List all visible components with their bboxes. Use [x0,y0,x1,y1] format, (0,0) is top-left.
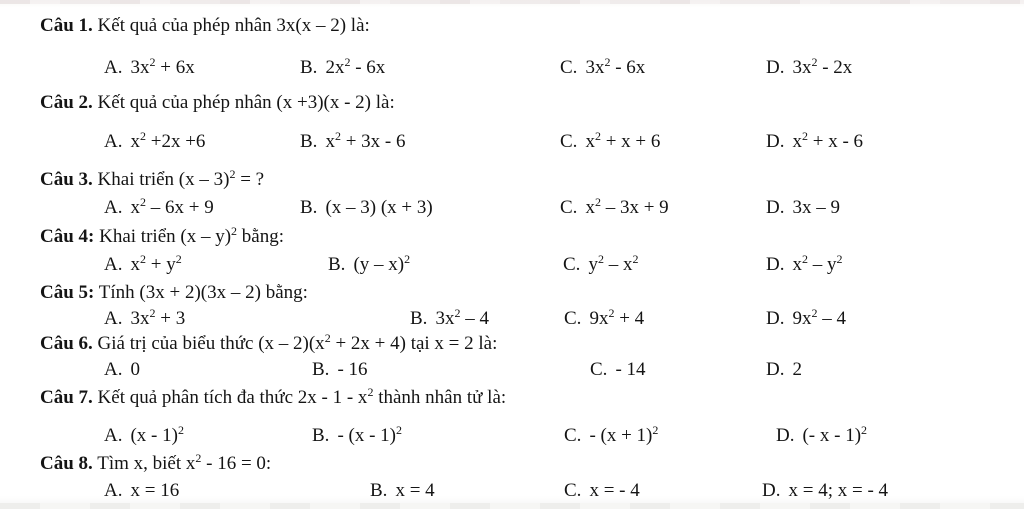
option-text: (- x - 1)$^2$ [802,423,868,446]
option-letter: B. [410,308,428,329]
option-letter: D. [766,254,785,275]
option-3b[interactable] [300,196,433,220]
question-label: Câu 2. [40,92,93,113]
question-label: Câu 3. [40,169,93,190]
question-text: Khai triển (x – y)$^2$ bằng: [99,224,284,247]
question-text: Kết quả phân tích đa thức $2x - 1 - x^2$ thành nhân tử là: [97,385,507,408]
option-letter: C. [560,131,578,152]
question-4 [40,225,284,249]
option-1b[interactable] [300,56,385,80]
option-text: x = 4 [395,480,435,501]
question-label: Câu 5: [40,282,95,303]
option-letter: D. [776,425,795,446]
option-8a[interactable] [104,479,179,503]
option-text: x = - 4 [589,480,640,501]
option-letter: D. [766,359,785,380]
option-1d[interactable] [766,56,852,80]
option-letter: C. [590,359,608,380]
option-text: - $(x + 1)^2$ [589,423,659,446]
option-text: (x - 1)$^2$ [130,423,184,446]
question-text: Giá trị của biểu thức $(x - 2)(x^2 + 2x + 4)$ tại x = 2 là: [97,331,498,354]
option-text: x = 16 [130,480,180,501]
option-text: $3x^2 - 2x$ [792,55,853,78]
question-text: Tính (3x + 2)(3x – 2) bằng: [98,282,308,303]
option-letter: D. [762,480,781,501]
top-edge-smudge [0,0,1024,4]
question-text: Kết quả của phép nhân 3x(x – 2) là: [97,15,370,36]
option-letter: A. [104,131,123,152]
option-8d[interactable] [762,479,888,503]
question-label: Câu 6. [40,333,93,354]
option-text: $2x^2 - 6x$ [325,55,386,78]
option-text: 2 [792,359,802,380]
option-4c[interactable] [563,253,638,277]
option-3d[interactable] [766,196,840,220]
option-letter: D. [766,197,785,218]
option-text: 0 [130,359,140,380]
option-1a[interactable] [104,56,195,80]
option-letter: B. [312,425,330,446]
option-6c[interactable] [590,358,646,382]
option-letter: C. [564,480,582,501]
question-2 [40,91,395,115]
question-label: Câu 1. [40,15,93,36]
option-4b[interactable] [328,253,410,277]
option-text: $x^2 + 3x - 6$ [325,129,406,152]
option-letter: C. [563,254,581,275]
option-text: $9x^2 + 4$ [589,306,645,329]
option-8c[interactable] [564,479,640,503]
option-letter: B. [370,480,388,501]
option-letter: A. [104,197,123,218]
question-3 [40,168,264,192]
option-letter: A. [104,254,123,275]
option-5c[interactable] [564,307,644,331]
option-letter: C. [564,308,582,329]
option-4a[interactable] [104,253,182,277]
option-6d[interactable] [766,358,802,382]
option-text: x = 4; x = - 4 [788,480,889,501]
option-letter: B. [300,57,318,78]
question-label: Câu 4: [40,226,95,247]
question-text: Kết quả của phép nhân (x +3)(x - 2) là: [97,92,395,113]
option-7b[interactable] [312,424,402,448]
option-1c[interactable] [560,56,645,80]
option-text: $x^2 + y^2$ [130,252,182,275]
option-text: - 14 [615,359,646,380]
question-7 [40,386,506,410]
option-text: (x – 3) (x + 3) [325,197,433,218]
option-2b[interactable] [300,130,405,154]
option-5b[interactable] [410,307,489,331]
option-text: $3x^2 + 6x$ [130,55,195,78]
option-letter: B. [300,197,318,218]
option-text: (y – x)$^2$ [353,252,411,275]
option-5d[interactable] [766,307,846,331]
option-letter: B. [328,254,346,275]
option-text: $3x^2 + 3$ [130,306,186,329]
option-text: $x^2 +2x +6$ [130,129,206,152]
option-text: $x^2 + x + 6$ [585,129,661,152]
question-8 [40,452,271,476]
question-text: Khai triển (x – 3)$^2$ = ? [97,167,265,190]
option-text: $3x^2 - 4$ [435,306,489,329]
option-letter: B. [312,359,330,380]
option-7a[interactable] [104,424,184,448]
question-label: Câu 8. [40,453,93,474]
option-letter: A. [104,425,123,446]
option-3a[interactable] [104,196,214,220]
option-2d[interactable] [766,130,863,154]
option-text: $x^2 + x - 6$ [792,129,864,152]
question-1 [40,14,370,38]
option-letter: A. [104,57,123,78]
option-letter: C. [560,197,578,218]
option-8b[interactable] [370,479,435,503]
option-6a[interactable] [104,358,140,382]
option-2c[interactable] [560,130,660,154]
option-6b[interactable] [312,358,368,382]
option-letter: D. [766,57,785,78]
option-letter: A. [104,359,123,380]
question-text: Tìm x, biết $x^2 - 16 = 0$: [97,451,272,474]
option-3c[interactable] [560,196,669,220]
option-text: - (x - 1)$^2$ [337,423,402,446]
option-text: $y^2 - x^2$ [588,252,639,275]
option-letter: A. [104,308,123,329]
option-text: $9x^2 - 4$ [792,306,846,329]
question-5 [40,281,308,305]
option-4d[interactable] [766,253,842,277]
option-letter: B. [300,131,318,152]
option-text: $x^2 - 3x + 9$ [585,195,669,218]
option-text: $x^2 - y^2$ [792,252,843,275]
option-7c[interactable] [564,424,658,448]
option-letter: C. [564,425,582,446]
option-text: $3x^2 - 6x$ [585,55,646,78]
option-letter: D. [766,308,785,329]
option-text: $x^2 - 6x + 9$ [130,195,214,218]
question-6 [40,332,497,356]
question-label: Câu 7. [40,387,93,408]
option-letter: D. [766,131,785,152]
option-2a[interactable] [104,130,205,154]
option-text: 3x – 9 [792,197,840,218]
option-text: - 16 [337,359,368,380]
option-7d[interactable] [776,424,867,448]
option-letter: A. [104,480,123,501]
bottom-edge-smudge [0,503,1024,509]
option-5a[interactable] [104,307,185,331]
option-letter: C. [560,57,578,78]
